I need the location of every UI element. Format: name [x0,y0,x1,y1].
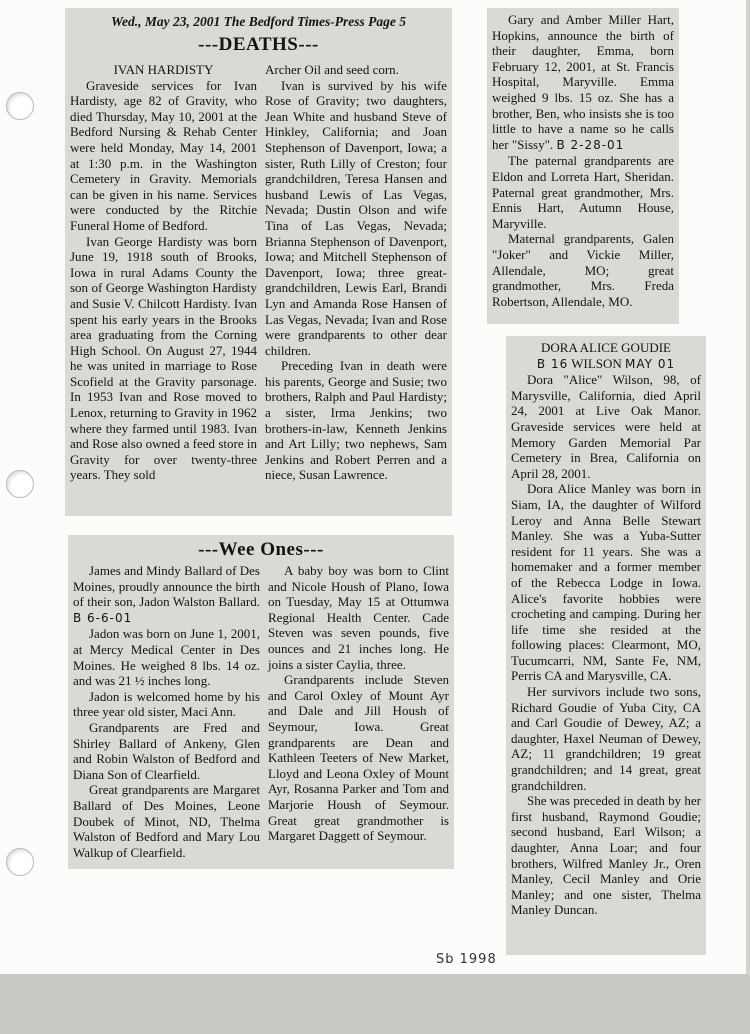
ballard-para: Jadon is welcomed home by his three year old sister, Maci Ann. [73,688,260,720]
ballard-para: Great grandparents are Margaret Ballard of Des Moines, Leone Doubek of Minot, ND, Thelma Walston of Bedford and Mary Lou Walkup of Clearfield. [73,782,260,860]
hart-birth-clipping [487,8,679,324]
wilson-para: Dora "Alice" Wilson, 98, of Marysville, California, died April 24, 2001 at Live Oak Manor. Graveside services were held at Memory Garden Memorial Par Cemetery in Brea, California on April 28, 2001. [511,372,701,481]
housh-para: Grandparents include Steven and Carol Oxley of Mount Ayr and Dale and Jill Housh of Seymour, Iowa. Great grandparents are Dean and Kathleen Teeters of New Market, Lloyd and Leona Oxley of Mount Ayr, Rosanna Parker and Tom and Marjorie Housh of Seymour. Great great grandmother is Margaret Daggett of Seymour. [268,672,449,844]
ivan-column-2 [265,62,447,483]
ivan-para: Ivan is survived by his wife Rose of Gravity; two daughters, Jean White and husband Steve of Hinkley, California; and Joan Stephenson of Davenport, Iowa; a sister, Ruth Lilly of Creston; four grandchildren, Teresa Hansen and husband Lewis of Las Vegas, Nevada; Dustin Olson and wife Tina of Las Vegas, Nevada; Brianna Stephenson of Davenport, Iowa; and Mitchell Stephenson of Davenport, Iowa; three great-grandchildren, Lewis Earl, Brandi Lyn and Amanda Rose Hansen of Las Vegas, Nevada; Ivan and Rose were grandparents to other dear children. [265,77,447,358]
hart-para: Gary and Amber Miller Hart, Hopkins, announce the birth of their daughter, Emma, born February 12, 2001, at St. Francis Hospital, Maryville. Emma weighed 9 lbs. 15 oz. She has a brother, Ben, who insists she is too little to have a name so he calls her "Sissy". [492,12,674,152]
binder-hole-top [6,92,34,120]
ballard-para: James and Mindy Ballard of Des Moines, proudly announce the birth of their son, Jadon Walston Ballard. [73,563,260,610]
handwritten-date-note: B 2-28-01 [556,137,625,152]
wilson-para: She was preceded in death by her first husband, Raymond Goudie; second husband, Earl Wilson; a daughter, Anna Loar; and four brothers, Wilfred Manley Jr., Oren Manley, Cecil Manley and Orie Manley; and one sister, Thelma Manley Duncan. [511,793,701,918]
handwritten-note: B 16 [536,356,569,371]
wilson-name: WILSON [571,355,622,371]
newspaper-masthead: Wed., May 23, 2001 The Bedford Times-Press Page 5 [110,14,407,29]
handwritten-note: MAY 01 [625,356,676,371]
hart-text [492,12,674,309]
ivan-para: Preceding Ivan in death were his parents, George and Susie; two brothers, Ralph and Paul Hardisty; a sister, Irma Jenkins; two brothers-in-law, Kenneth Jenkins and Art Lilly; two nephews, Sam Jenkins and Robert Perren and a niece, Susan Lawrence. [265,358,447,483]
ivan-hardisty-name: IVAN HARDISTY [113,62,214,77]
wilson-name-line-2 [511,356,701,373]
housh-para: A baby boy was born to Clint and Nicole Housh of Plano, Iowa on Tuesday, May 15 at Ottumwa Regional Health Center. Cade Steven was seven pounds, five ounces and 21 inches long. He joins a sister Caylia, three. [268,563,449,672]
wilson-name-line-1: DORA ALICE GOUDIE [541,340,671,355]
ballard-para: Jadon was born on June 1, 2001, at Mercy Medical Center in Des Moines. He weighed 8 lbs. 14 oz. and was 21 ½ inches long. [73,626,260,689]
deaths-headline: ---DEATHS--- [198,34,319,55]
deaths-clipping [65,8,452,516]
ivan-para: Ivan George Hardisty was born June 19, 1918 south of Brooks, Iowa in rural Adams County the son of George Washington Hardisty and Susie V. Chilcott Hardisty. Ivan spent his early years in the Brooks area graduating from the Corning High School. On August 27, 1944 he was united in marriage to Rose Scofield at the Gravity parsonage. In 1953 Ivan and Rose moved to Lenox, returning to Gravity in 1962 where they farmed until 1983. Ivan and Rose also owned a feed store in Gravity for over twenty-three years. They sold [70,233,257,483]
ivan-para: Graveside services for Ivan Hardisty, age 82 of Gravity, who died Thursday, May 10, 2001 at the Bedford Nursing & Rehab Center were held Monday, May 14, 2001 at 1:30 p.m. in the Washington Cemetery in Gravity. Memorials can be given in his name. Services were conducted by the Ritchie Funeral Home of Bedford. [70,77,257,233]
ivan-para-continued: Archer Oil and seed corn. [265,62,399,77]
page-edge [746,0,750,974]
binder-hole-bottom [6,848,34,876]
ballard-announcement [73,563,260,860]
wilson-obituary-clipping [506,336,706,955]
handwritten-date-note: B 6-6-01 [73,610,133,625]
binder-hole-middle [6,470,34,498]
wilson-para: Dora Alice Manley was born in Siam, IA, the daughter of Wilford Leroy and Anna Belle Stewart Manley. She was a Yuba-Sutter resident for 11 years. She was a homemaker and a former member of the Rebecca Lodge in Iowa. Alice's favorite hobbies were crocheting and camping. During her life time she resided at the following places: Clearmont, MO, Tucumcarri, NM, Sante Fe, NM, Perris CA and Marysville, CA. [511,481,701,684]
wilson-para: Her survivors include two sons, Richard Goudie of Yuba City, CA and Carl Goudie of Dewey, AZ; a daughter, Haxel Neuman of Dewey, AZ; 11 grandchildren; 19 great grandchildren; and 14 great, great grandchildren. [511,684,701,793]
hart-para: The paternal grandparents are Eldon and Lorreta Hart, Sheridan. Paternal great grandmother, Mrs. Ennis Hart, Autumn House, Maryville. [492,153,674,231]
ballard-para: Grandparents are Fred and Shirley Ballard of Ankeny, Glen and Robin Walston of Bedford and Diana Son of Clearfield. [73,719,260,782]
wee-ones-headline: ---Wee Ones--- [198,539,324,560]
wee-ones-clipping [68,535,454,869]
wilson-text [511,340,701,918]
scrapbook-handwritten-note: Sb 1998 [436,952,497,967]
ivan-column-1 [70,62,257,483]
page-bottom-shadow [0,974,750,1034]
hart-para: Maternal grandparents, Galen "Joker" and Vickie Miller, Allendale, MO; great grandmother, Mrs. Freda Robertson, Allendale, MO. [492,231,674,309]
housh-announcement [268,563,449,844]
